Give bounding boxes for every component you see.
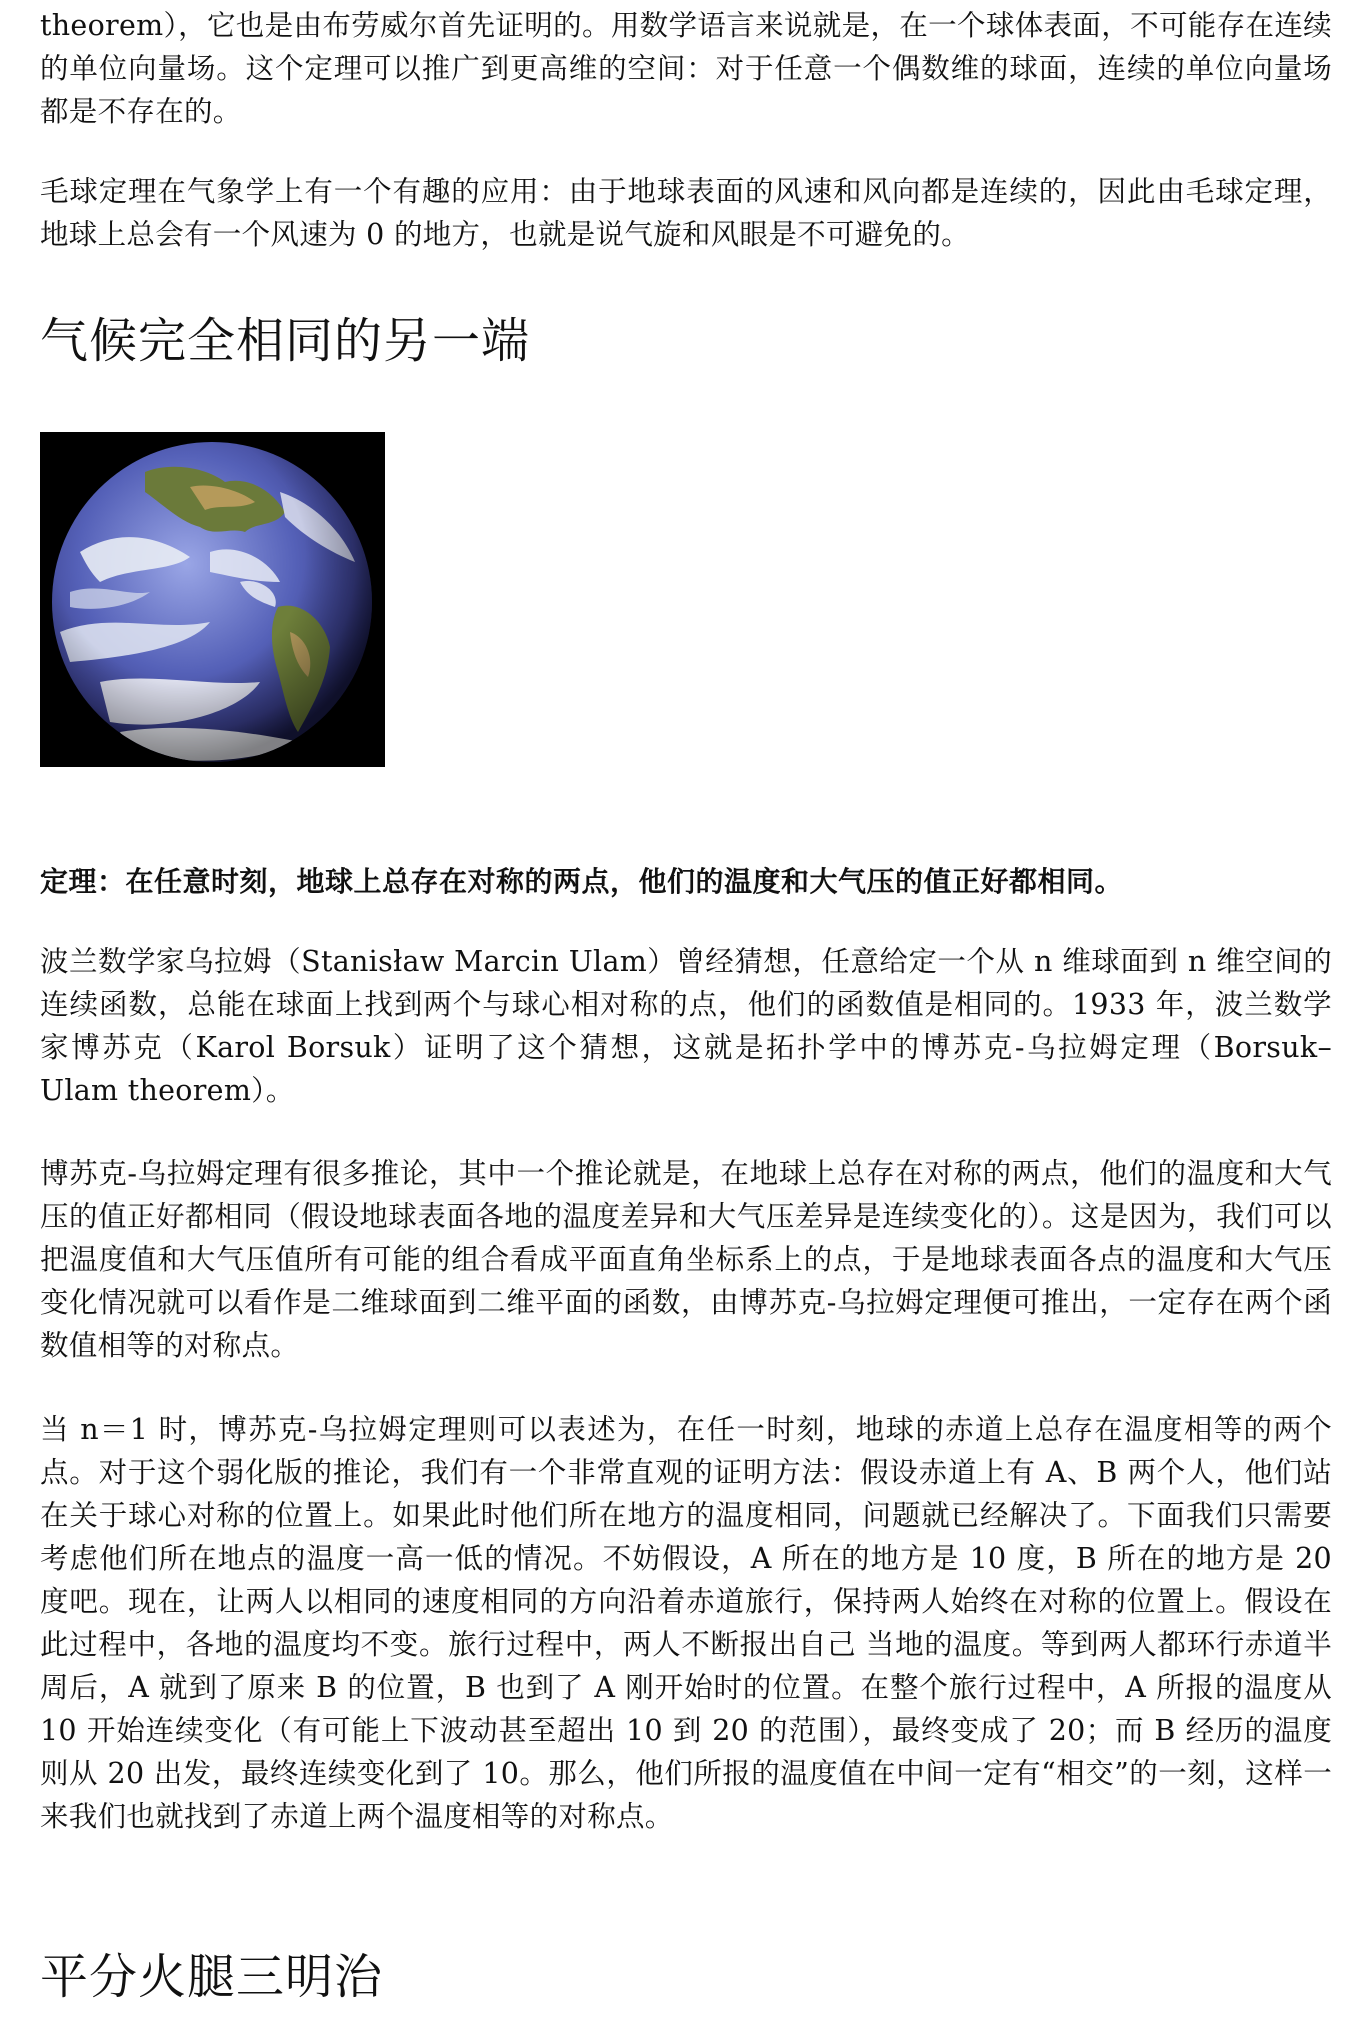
paragraph-corollary: 博苏克-乌拉姆定理有很多推论，其中一个推论就是，在地球上总存在对称的两点，他们的温度和大气压的值正好都相同（假设地球表面各地的温度差异和大气压差异是连续变化的）。这是因为，我们可以把温度值和大气压值所有可能的组合看成平面直角坐标系上的点，于是地球表面各点的温度和大气压变化情况就可以看作是二维球面到二维平面的函数，由博苏克-乌拉姆定理便可推出，一定存在两个函数值相等的对称点。 [40, 1157, 1332, 1362]
earth-globe-icon [40, 432, 385, 767]
paragraph-ulam-conjecture: 波兰数学家乌拉姆（Stanisław Marcin Ulam）曾经猜想，任意给定一个从 n 维球面到 n 维空间的连续函数，总能在球面上找到两个与球心相对称的点，他们的函数值是相同的。1933 年，波兰数学家博苏克（Karol Borsuk）证明了这个猜想，这就是拓扑学中的博苏克-乌拉姆定理（Borsuk–Ulam theorem）。 [40, 945, 1332, 1107]
paragraph-meteorology: 毛球定理在气象学上有一个有趣的应用：由于地球表面的风速和风向都是连续的，因此由毛球定理，地球上总会有一个风速为 0 的地方，也就是说气旋和风眼是不可避免的。 [40, 175, 1332, 251]
section-heading-climate: 气候完全相同的另一端 [40, 313, 531, 369]
paragraph-equator-proof: 当 n＝1 时，博苏克-乌拉姆定理则可以表述为，在任一时刻，地球的赤道上总存在温度相等的两个点。对于这个弱化版的推论，我们有一个非常直观的证明方法：假设赤道上有 A、B 两个人，他们站在关于球心对称的位置上。如果此时他们所在地方的温度相同，问题就已经解决了。下面我们只需要考虑他们所在地点的温度一高一低的情况。不妨假设，A 所在的地方是 10 度，B 所在的地方是 20 度吧。现在，让两人以相同的速度相同的方向沿着赤道旅行，保持两人始终在对称的位置上。假设在此过程中，各地的温度均不变。旅行过程中，两人不断报出自己 当地的温度。等到两人都环行赤道半周后，A 就到了原来 B 的位置，B 也到了 A 刚开始时的位置。在整个旅行过程中，A 所报的温度从 10 开始连续变化（有可能上下波动甚至超出 10 到 20 的范围），最终变成了 20；而 B 经历的温度则从 20 出发，最终连续变化到了 10。那么，他们所报的温度值在中间一定有“相交”的一刻，这样一来我们也就找到了赤道上两个温度相等的对称点。 [40, 1413, 1332, 1833]
earth-image [40, 432, 385, 767]
paragraph-hairy-ball-intro: theorem），它也是由布劳威尔首先证明的。用数学语言来说就是，在一个球体表面，不可能存在连续的单位向量场。这个定理可以推广到更高维的空间：对于任意一个偶数维的球面，连续的单位向量场都是不存在的。 [40, 9, 1332, 128]
section-heading-ham-sandwich: 平分火腿三明治 [40, 1949, 384, 2005]
theorem-statement: 定理：在任意时刻，地球上总存在对称的两点，他们的温度和大气压的值正好都相同。 [40, 865, 1124, 898]
